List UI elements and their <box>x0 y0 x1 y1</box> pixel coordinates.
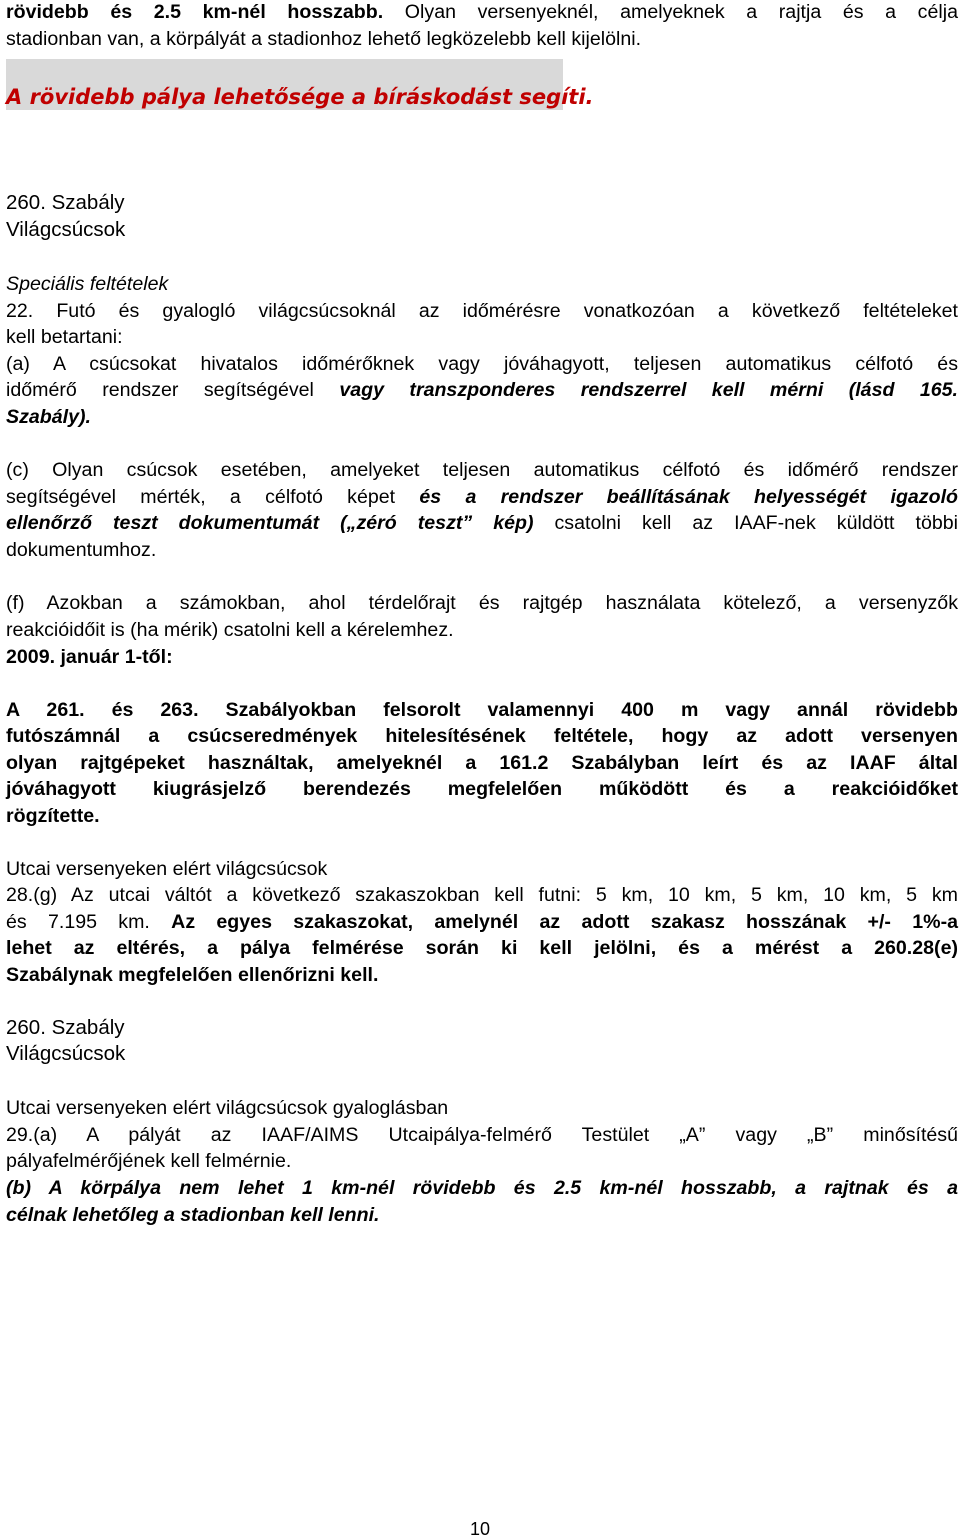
bold-paragraph-line-1: A 261. és 263. Szabályokban felsorolt valamennyi 400 m vagy annál rövidebb <box>6 699 958 721</box>
page-number: 10 <box>470 1519 491 1539</box>
item-g-line-3: lehet az eltérés, a pálya felmérése során ki kell jelölni, és a mérést a 260.28(e) <box>6 937 958 959</box>
item-c-line-1: (c) Olyan csúcsok esetében, amelyeket teljesen automatikus célfotó és időmérő rendszer <box>6 459 958 481</box>
item-c-text: segítségével mérték, a célfotó képet <box>6 486 420 508</box>
item-f-line-1: (f) Azokban a számokban, ahol térdelőrajt és rajtgép használata kötelező, a versenyzők <box>6 592 958 614</box>
item-g-line-2 <box>6 909 958 935</box>
item-a-text: időmérő rendszer segítségével <box>6 379 340 401</box>
item-a-line-3: Szabály). <box>6 406 91 428</box>
highlight-text: A rövidebb pálya lehetősége a bíráskodást segíti. <box>6 85 594 109</box>
item-a-line-1: (a) A csúcsokat hivatalos időmérőknek vagy jóváhagyott, teljesen automatikus célfotó és <box>6 353 958 375</box>
paragraph-29-line-1: 29.(a) A pályát az IAAF/AIMS Utcaipálya-felmérő Testület „A” vagy „B” minősítésű <box>6 1124 958 1146</box>
item-c-emphasis-2: ellenőrző teszt dokumentumát („zéró teszt” kép) <box>6 512 534 534</box>
item-b-line-1: (b) A körpálya nem lehet 1 km-nél rövidebb és 2.5 km-nél hosszabb, a rajtnak és a <box>6 1177 958 1199</box>
bold-paragraph-line-5: rögzítette. <box>6 805 100 827</box>
bold-paragraph-line-2: futószámnál a csúcseredmények hitelesítésének feltétele, hogy az adott versenyen <box>6 725 958 747</box>
rule-heading-2: 260. Szabály <box>6 1016 125 1039</box>
item-c-text-2: csatolni kell az IAAF-nek küldött többi <box>533 512 959 534</box>
bold-paragraph-line-3: olyan rajtgépeket használtak, amelyeknél a 161.2 Szabályban leírt és az IAAF által <box>6 752 958 774</box>
item-g-text: és 7.195 km. <box>6 911 172 933</box>
section-title: Világcsúcsok <box>6 218 126 241</box>
section-subtitle: Speciális feltételek <box>6 273 169 295</box>
rule-heading: 260. Szabály <box>6 191 125 214</box>
item-c-line-4: dokumentumhoz. <box>6 539 157 561</box>
section-title-2: Világcsúcsok <box>6 1042 126 1065</box>
item-a-emphasis: vagy transzponderes rendszerrel kell mérni (lásd 165. <box>339 379 958 401</box>
item-g-line-4: Szabálynak megfelelően ellenőrizni kell. <box>6 964 379 986</box>
effective-date: 2009. január 1-től: <box>6 646 173 668</box>
item-f-line-2: reakcióidőit is (ha mérik) csatolni kell a kérelemhez. <box>6 619 454 641</box>
paragraph-22-line-2: kell betartani: <box>6 326 123 348</box>
paragraph-29-line-2: pályafelmérőjének kell felmérnie. <box>6 1150 292 1172</box>
item-c-line-3 <box>6 510 958 536</box>
item-a-line-2 <box>6 377 958 403</box>
item-c-emphasis: és a rendszer beállításának helyességét igazoló <box>419 486 958 508</box>
intro-line-1 <box>6 0 958 25</box>
item-g-bold: Az egyes szakaszokat, amelynél az adott szakasz hosszának +/- 1%-a <box>171 911 958 933</box>
intro-text: Olyan versenyeknél, amelyeknek a rajtja és a célja <box>383 1 958 23</box>
item-g-line-1: 28.(g) Az utcai váltót a következő szakaszokban kell futni: 5 km, 10 km, 5 km, 10 km, 5 km <box>6 884 958 906</box>
paragraph-22-line-1: 22. Futó és gyalogló világcsúcsoknál az időmérésre vonatkozóan a következő feltételeket <box>6 300 958 322</box>
walk-records-heading: Utcai versenyeken elért világcsúcsok gyaloglásban <box>6 1097 449 1119</box>
item-c-line-2 <box>6 484 958 510</box>
intro-line-2: stadionban van, a körpályát a stadionhoz lehető legközelebb kell kijelölni. <box>6 28 642 50</box>
street-records-heading: Utcai versenyeken elért világcsúcsok <box>6 858 328 880</box>
bold-paragraph-line-4: jóváhagyott kiugrásjelző berendezés megfelelően működött és a reakcióidőket <box>6 778 958 800</box>
intro-bold-text: rövidebb és 2.5 km-nél hosszabb. <box>6 1 384 23</box>
item-b-line-2: célnak lehetőleg a stadionban kell lenni. <box>6 1204 380 1226</box>
